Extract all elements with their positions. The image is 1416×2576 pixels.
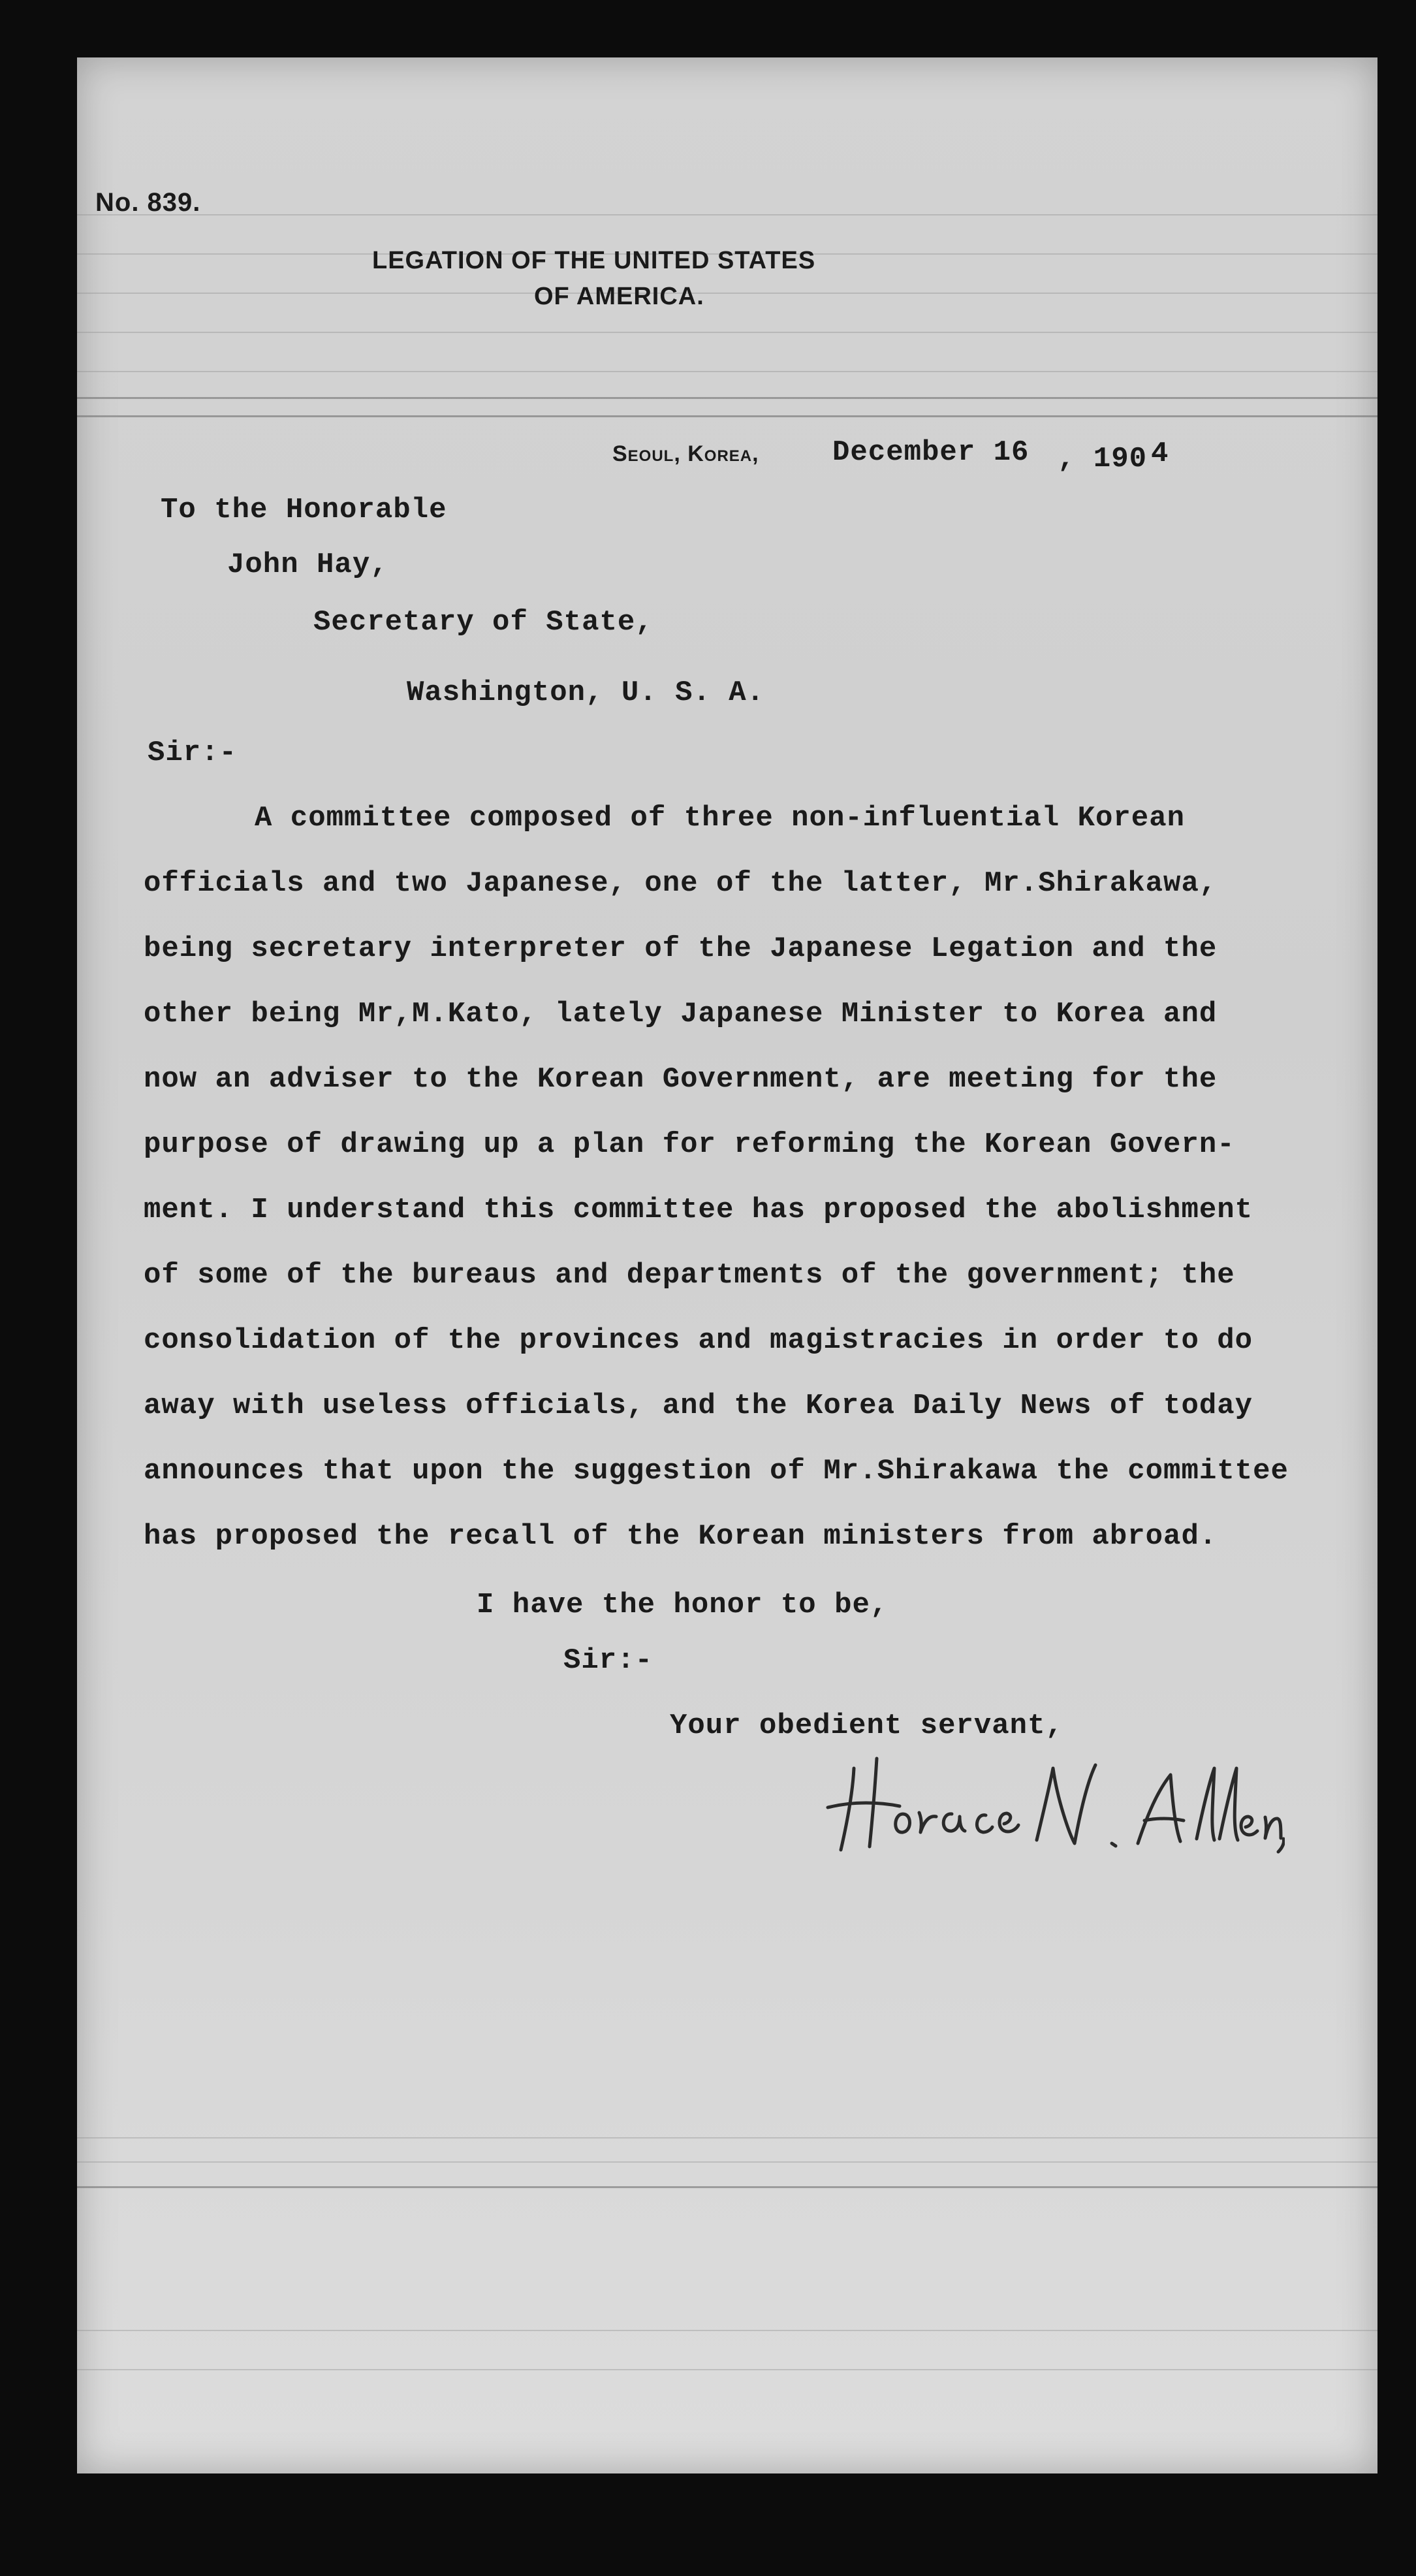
ruled-line [77,2137,1377,2139]
address-line-3: Secretary of State, [313,606,653,639]
body-line: other being Mr,M.Kato, lately Japanese Minister to Korea and [144,998,1218,1030]
body-line: ment. I understand this committee has proposed the abolishment [144,1194,1253,1226]
closing-line-2: Sir:- [563,1644,653,1677]
body-line: now an adviser to the Korean Government, are meeting for the [144,1063,1218,1096]
year-prefix: , 190 [1058,443,1148,475]
body-line: of some of the bureaus and departments of the government; the [144,1259,1235,1292]
body-line: has proposed the recall of the Korean ministers from abroad. [144,1520,1218,1553]
address-line-4: Washington, U. S. A. [407,676,765,709]
date-text: December 16 [832,436,1030,469]
closing-line-3: Your obedient servant, [670,1709,1063,1742]
ruled-line [77,2186,1377,2188]
body-line: purpose of drawing up a plan for reforming the Korean Govern- [144,1128,1235,1161]
ruled-line [77,2161,1377,2163]
closing-line-1: I have the honor to be, [477,1589,889,1621]
letterhead-line-2: OF AMERICA. [534,283,704,310]
letter-number: No. 839. [95,188,201,217]
body-line: A committee composed of three non-influential Korean [255,802,1186,835]
ruled-line [77,371,1377,372]
year-digit: 4 [1151,437,1169,470]
body-line: consolidation of the provinces and magistracies in order to do [144,1324,1253,1357]
ruled-line [77,415,1377,417]
ruled-line [77,2330,1377,2331]
ruled-line [77,293,1377,294]
body-line: officials and two Japanese, one of the latter, Mr.Shirakawa, [144,867,1218,900]
place-line: Seoul, Korea, [612,441,759,466]
body-line: being secretary interpreter of the Japanese Legation and the [144,932,1218,965]
letterhead-line-1: LEGATION OF THE UNITED STATES [372,247,816,274]
ruled-line [77,397,1377,399]
body-line: away with useless officials, and the Korea Daily News of today [144,1390,1253,1422]
address-line-1: To the Honorable [161,494,447,526]
ruled-line [77,2369,1377,2370]
letter-page [77,57,1377,2473]
ruled-line [77,214,1377,215]
ruled-line [77,332,1377,333]
body-line: announces that upon the suggestion of Mr.Shirakawa the committee [144,1455,1289,1487]
address-line-2: John Hay, [227,549,388,581]
handwritten-signature [815,1729,1285,1873]
salutation: Sir:- [148,737,238,769]
